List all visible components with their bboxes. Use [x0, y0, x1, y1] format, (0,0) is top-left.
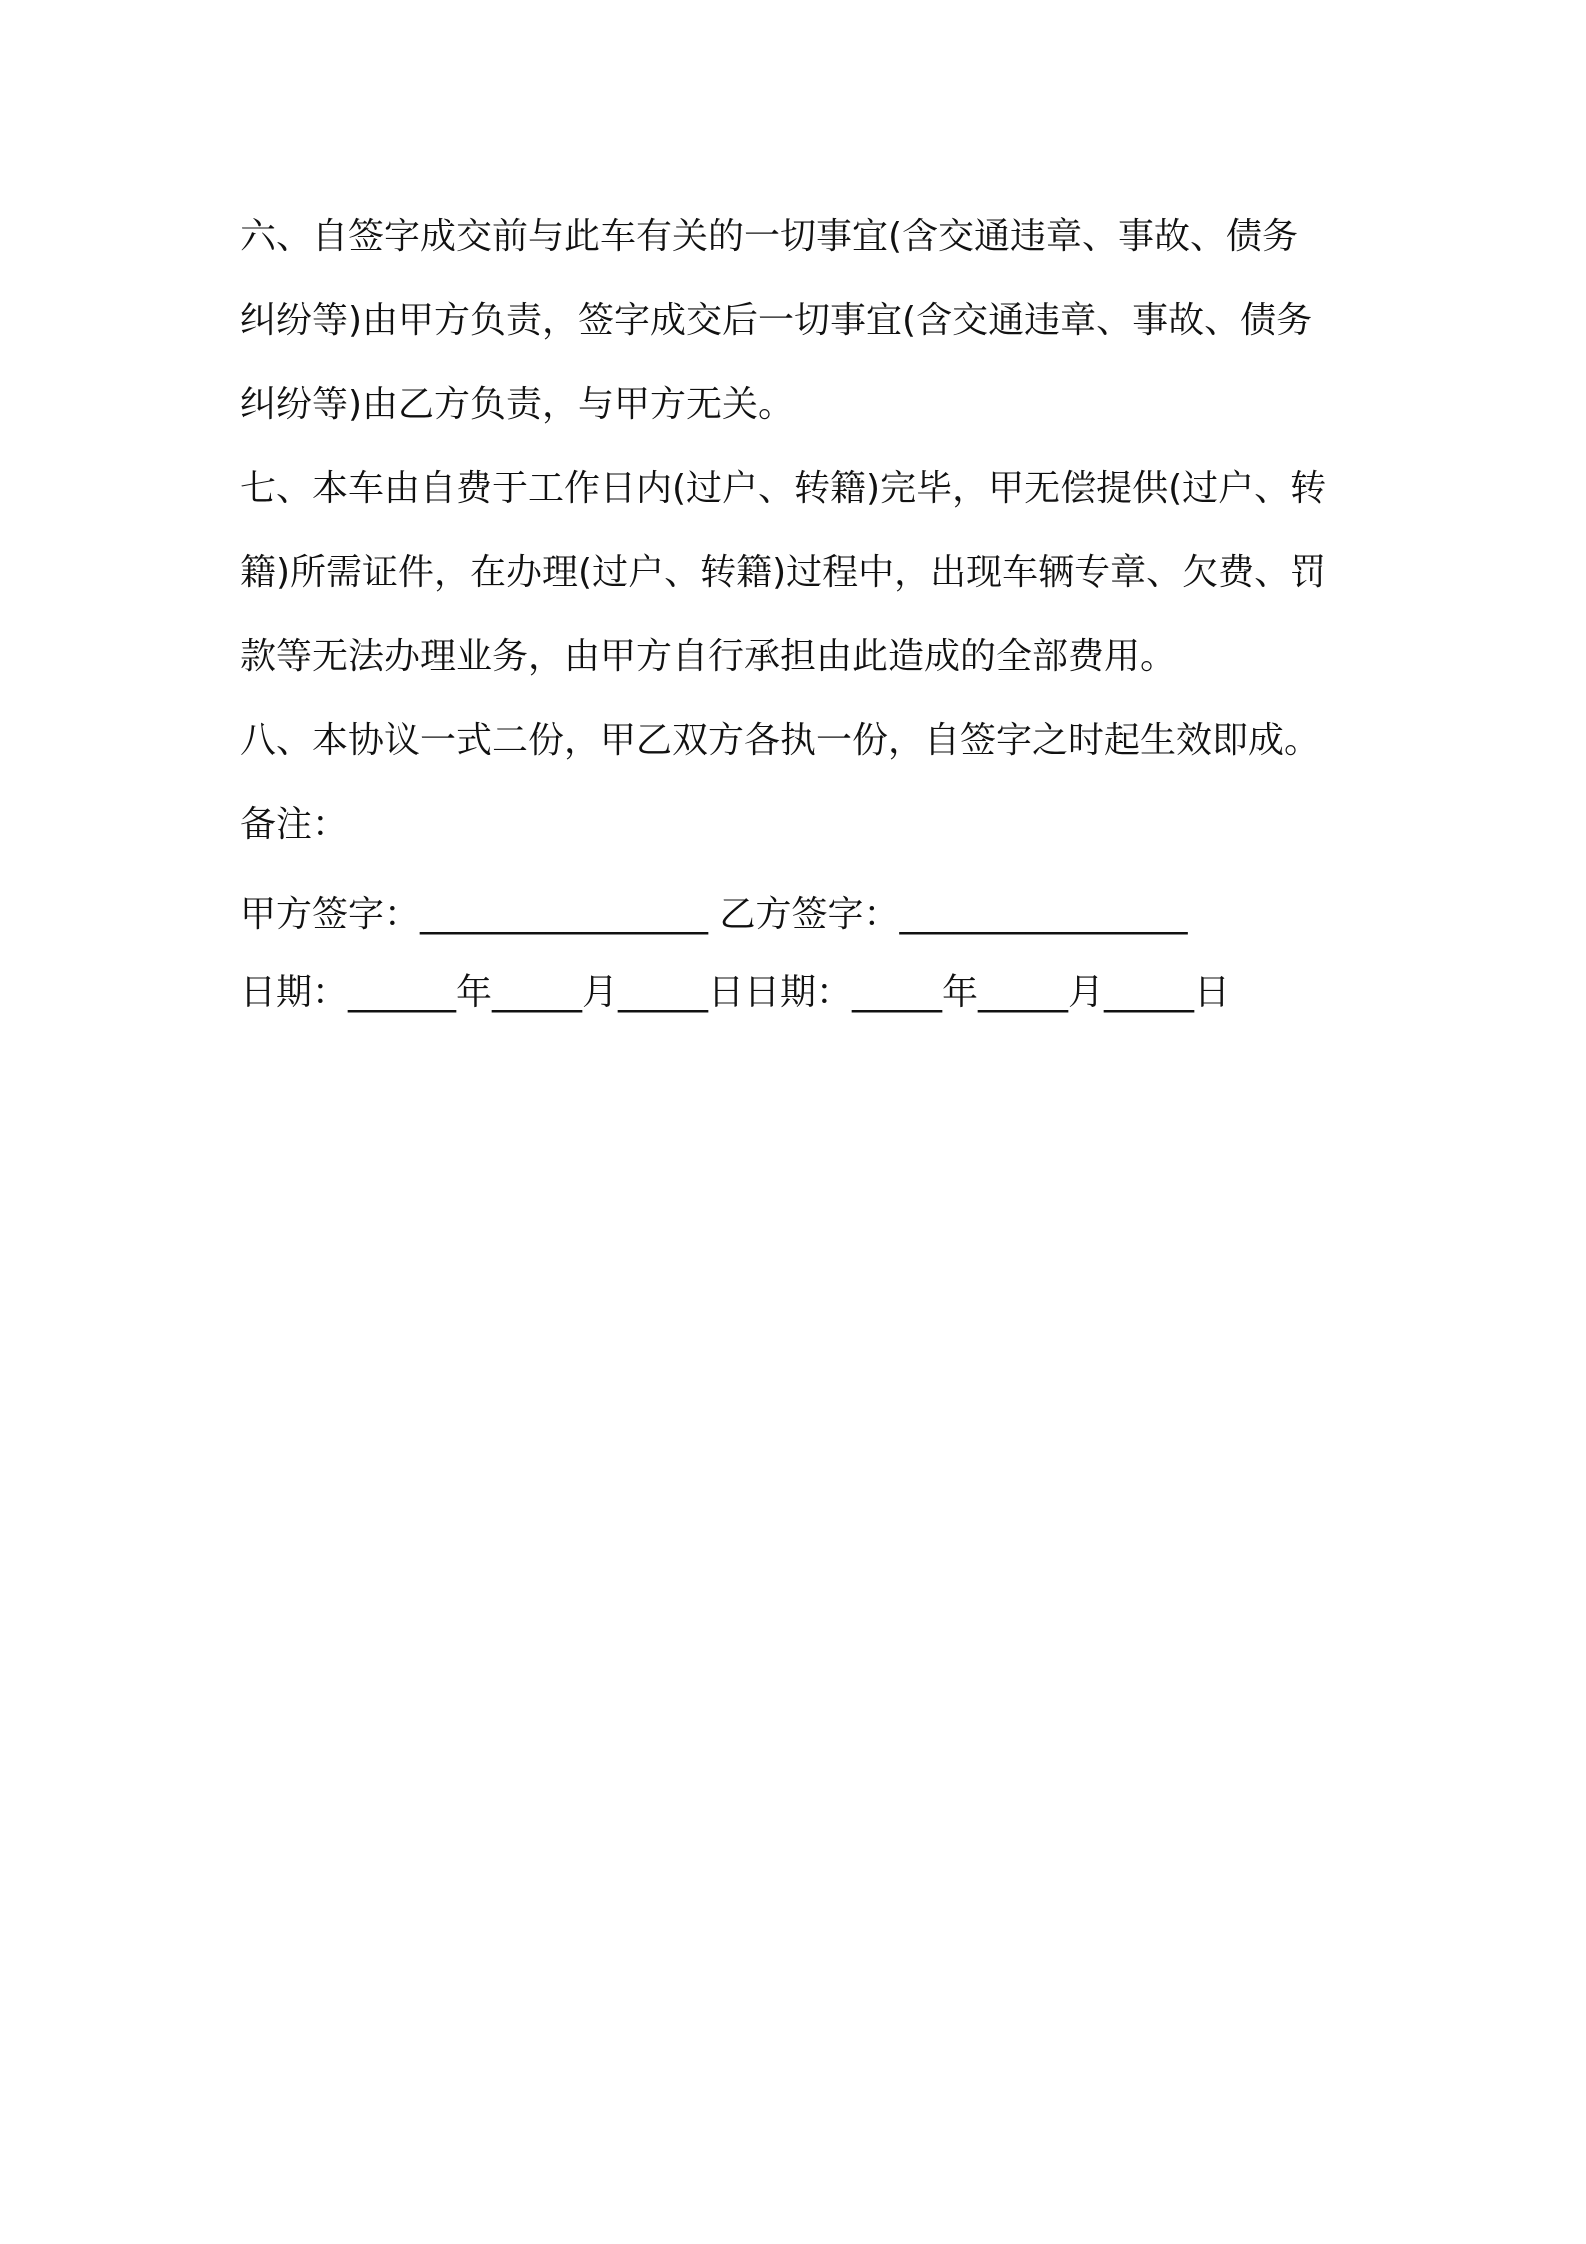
remark-label: 备注：: [240, 804, 349, 845]
clause-6-line-3: 纠纷等)由乙方负责，与甲方无关。: [240, 384, 795, 425]
clause-8-line-1: 八、本协议一式二份，甲乙双方各执一份，自签字之时起生效即成。: [240, 720, 1321, 761]
document-body: [240, 195, 1360, 1029]
signature-line: 甲方签字：________________ 乙方签字：________________: [240, 894, 1188, 935]
clause-7-line-3: 款等无法办理业务，由甲方自行承担由此造成的全部费用。: [240, 636, 1177, 677]
clause-6-line-2: 纠纷等)由甲方负责，签字成交后一切事宜(含交通违章、事故、债务: [240, 300, 1313, 341]
clause-7-line-2: 籍)所需证件，在办理(过户、转籍)过程中，出现车辆专章、欠费、罚: [240, 552, 1327, 593]
date-line: 日期：______年_____月_____日日期：_____年_____月_____日: [240, 972, 1231, 1013]
clause-7-line-1: 七、本车由自费于工作日内(过户、转籍)完毕，甲无偿提供(过户、转: [240, 468, 1327, 509]
clause-6-line-1: 六、自签字成交前与此车有关的一切事宜(含交通违章、事故、债务: [240, 216, 1299, 257]
